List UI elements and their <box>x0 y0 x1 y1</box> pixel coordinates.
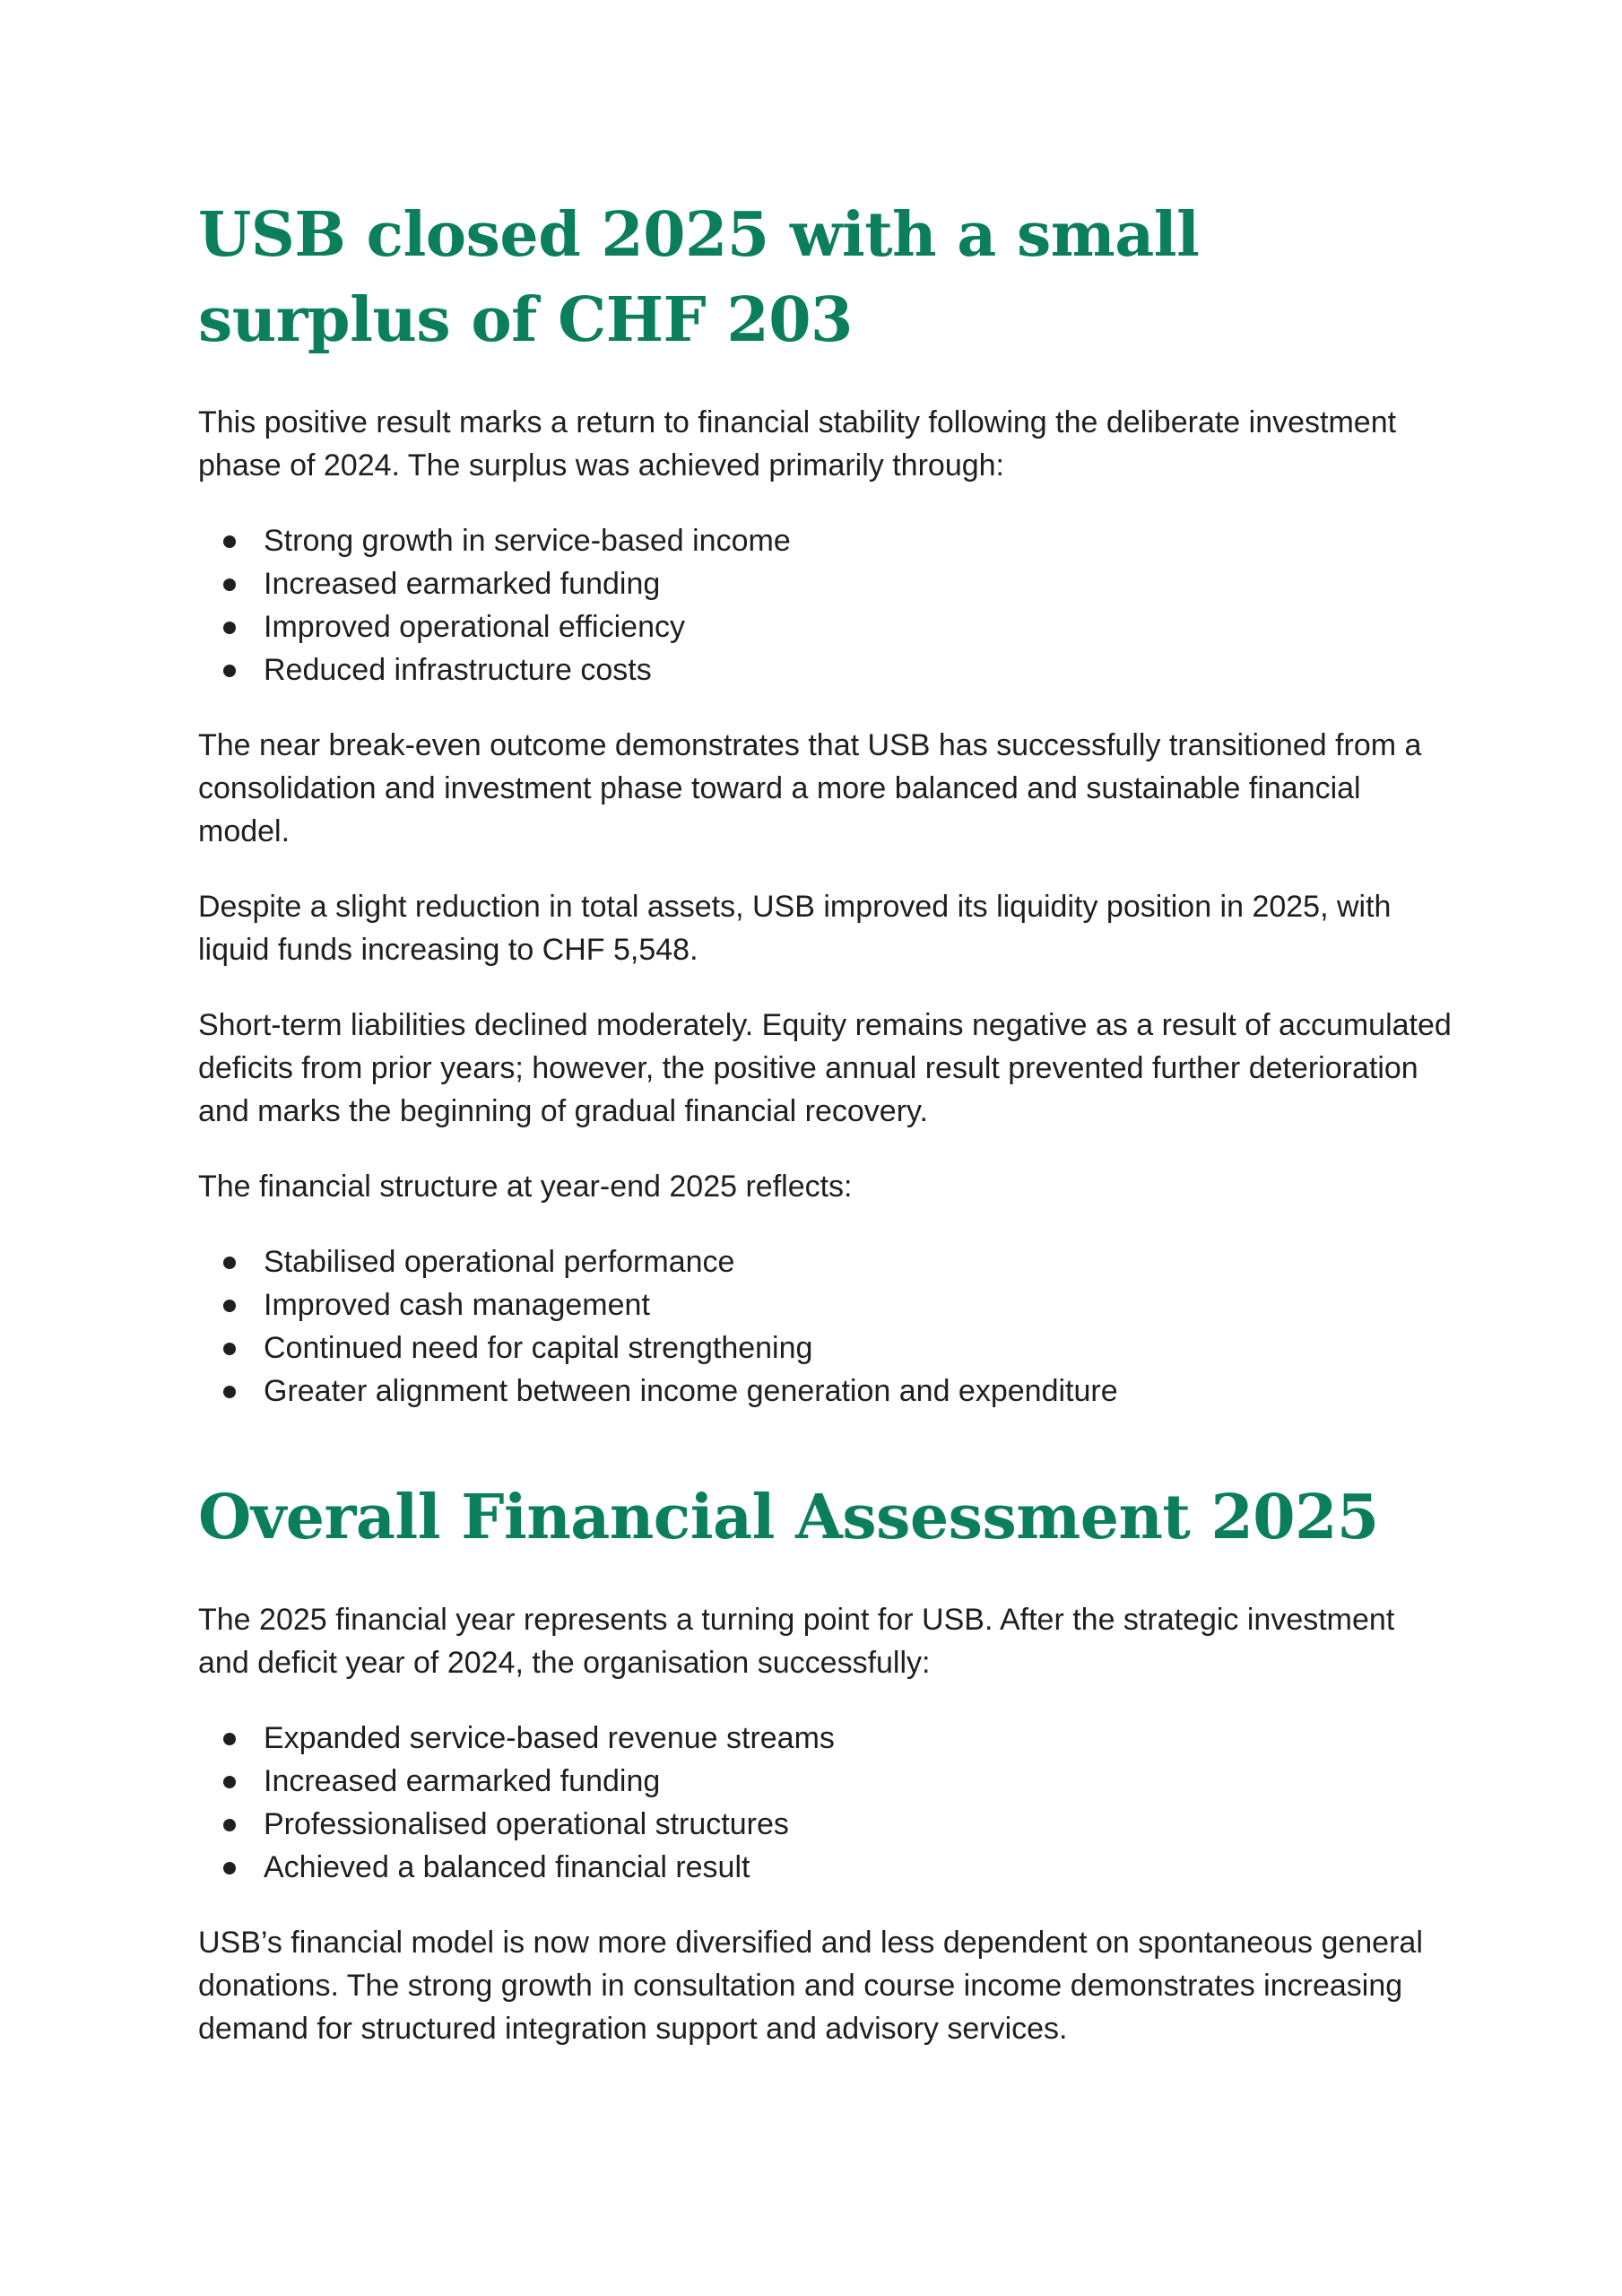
bullet-icon <box>223 578 236 591</box>
paragraph-liquidity: Despite a slight reduction in total assets, USB improved its liquidity position in 2025, with liquid funds increasing to CHF 5,548. <box>198 890 1392 967</box>
list-item-text: Continued need for capital strengthening <box>264 1331 813 1365</box>
bullet-icon <box>223 1776 236 1788</box>
bullet-icon <box>223 1386 236 1398</box>
bullet-list-structure <box>198 1240 1453 1413</box>
bullet-icon <box>223 622 236 634</box>
list-item <box>198 1717 1453 1760</box>
list-item-text: Increased earmarked funding <box>264 567 661 601</box>
list-item-text: Achieved a balanced financial result <box>264 1850 750 1884</box>
bullet-icon <box>223 1257 236 1269</box>
section-heading-assessment: Overall Financial Assessment 2025 <box>198 1482 1379 1553</box>
list-item-text: Stabilised operational performance <box>264 1245 735 1279</box>
paragraph-diversified-model: USB’s financial model is now more diversified and less dependent on spontaneous general donations. The strong growth in consultation and course income demonstrates increasing demand for structured integration support and advisory services. <box>198 1926 1423 2046</box>
list-item <box>198 648 1453 691</box>
list-item-text: Expanded service-based revenue streams <box>264 1721 835 1755</box>
list-item <box>198 1240 1453 1283</box>
paragraph-turning-point: The 2025 financial year represents a turning point for USB. After the strategic investment and deficit year of 2024, the organisation successfully: <box>198 1603 1395 1680</box>
list-item <box>198 562 1453 605</box>
list-item-text: Reduced infrastructure costs <box>264 653 652 687</box>
paragraph-liabilities: Short-term liabilities declined moderately. Equity remains negative as a result of accumulated deficits from prior years; however, the positive annual result prevented further deterioration and marks the beginning of gradual financial recovery. <box>198 1008 1452 1128</box>
paragraph-break-even: The near break-even outcome demonstrates that USB has successfully transitioned from a consolidation and investment phase toward a more balanced and sustainable financial model. <box>198 728 1422 848</box>
list-item <box>198 1370 1453 1413</box>
list-item-text: Increased earmarked funding <box>264 1764 661 1798</box>
list-item <box>198 605 1453 648</box>
bullet-icon <box>223 665 236 677</box>
bullet-icon <box>223 1343 236 1355</box>
list-item <box>198 1846 1453 1889</box>
list-item-text: Improved operational efficiency <box>264 610 685 644</box>
bullet-icon <box>223 1862 236 1874</box>
bullet-list-achievements <box>198 1717 1453 1889</box>
bullet-icon <box>223 1819 236 1831</box>
bullet-icon <box>223 1300 236 1312</box>
document-page <box>198 193 1453 2083</box>
list-item-text: Greater alignment between income generation and expenditure <box>264 1374 1118 1408</box>
list-item <box>198 1760 1453 1803</box>
list-item-text: Strong growth in service-based income <box>264 524 791 558</box>
list-item-text: Professionalised operational structures <box>264 1807 789 1841</box>
section-heading-surplus: USB closed 2025 with a small surplus of CHF 203 <box>198 199 1200 356</box>
paragraph-intro: This positive result marks a return to financial stability following the deliberate investment phase of 2024. The surplus was achieved primarily through: <box>198 405 1397 483</box>
list-item <box>198 519 1453 562</box>
bullet-icon <box>223 1733 236 1745</box>
list-item <box>198 1283 1453 1326</box>
list-item-text: Improved cash management <box>264 1288 650 1322</box>
list-item <box>198 1326 1453 1370</box>
list-item <box>198 1803 1453 1846</box>
paragraph-structure: The financial structure at year-end 2025 reflects: <box>198 1170 853 1204</box>
bullet-list-surplus-drivers <box>198 519 1453 691</box>
bullet-icon <box>223 535 236 548</box>
